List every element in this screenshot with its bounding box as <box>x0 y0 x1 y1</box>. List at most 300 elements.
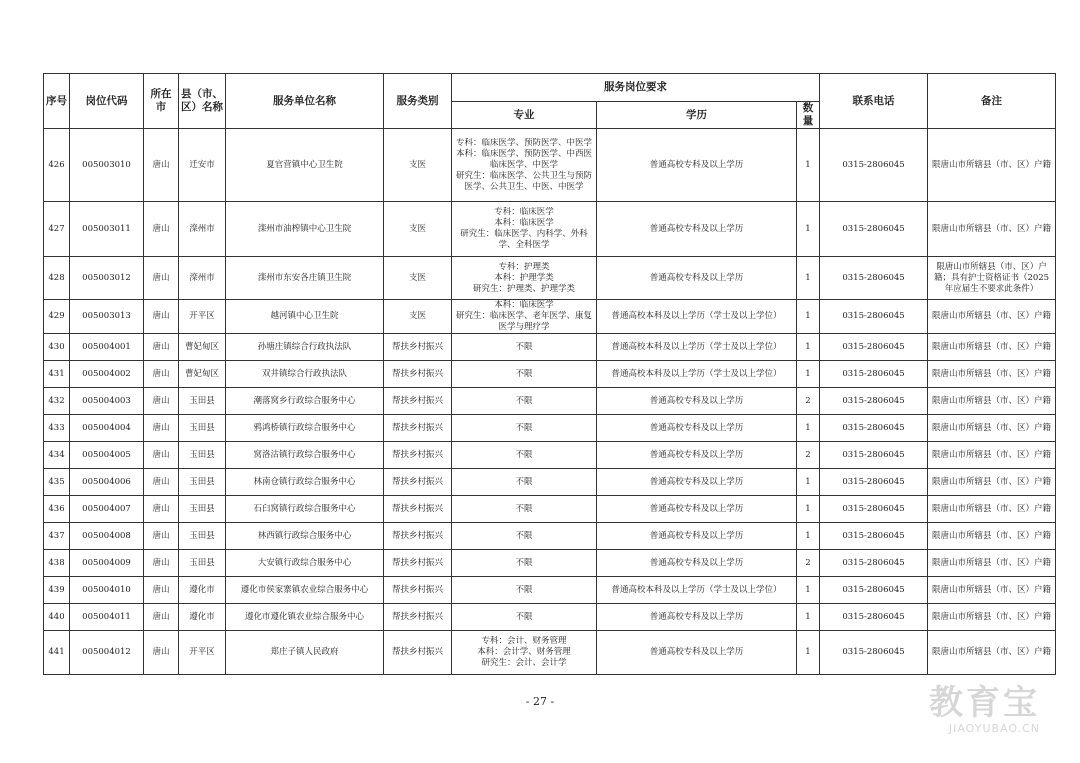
cell-code-text: 005004006 <box>82 476 131 487</box>
cell-seq-text: 431 <box>48 368 65 379</box>
cell-remark-text: 限唐山市所辖县（市、区）户籍 <box>932 503 1052 514</box>
cell-category-text: 帮扶乡村振兴 <box>391 611 443 622</box>
header-city: 所在市 <box>144 74 179 129</box>
cell-unit <box>226 442 384 469</box>
cell-phone-text: 0315-2806045 <box>842 368 905 379</box>
cell-remark-text: 限唐山市所辖县（市、区）户籍 <box>932 368 1052 379</box>
cell-city <box>144 442 179 469</box>
cell-major <box>452 442 597 469</box>
cell-city-text: 唐山 <box>152 557 170 568</box>
cell-remark <box>928 442 1056 469</box>
cell-seq-text: 438 <box>48 557 65 568</box>
cell-unit <box>226 496 384 523</box>
cell-seq-text: 430 <box>48 341 65 352</box>
cell-remark <box>928 415 1056 442</box>
cell-count <box>797 388 820 415</box>
cell-education <box>597 442 797 469</box>
cell-code <box>70 388 144 415</box>
cell-remark <box>928 496 1056 523</box>
watermark-logo <box>929 684 1040 735</box>
cell-major <box>452 361 597 388</box>
cell-city-text: 唐山 <box>152 647 170 657</box>
cell-code <box>70 415 144 442</box>
cell-unit <box>226 577 384 604</box>
cell-county <box>179 202 226 257</box>
cell-count-text: 1 <box>805 368 811 379</box>
table-row <box>44 129 1056 202</box>
cell-major-text: 不限 <box>515 503 533 514</box>
cell-education <box>597 129 797 202</box>
cell-city-text: 唐山 <box>152 272 170 283</box>
table-row <box>44 415 1056 442</box>
cell-category-text: 帮扶乡村振兴 <box>391 584 443 595</box>
cell-remark <box>928 469 1056 496</box>
cell-seq-text: 433 <box>48 422 65 433</box>
cell-code <box>70 257 144 300</box>
cell-city <box>144 577 179 604</box>
cell-major-text: 不限 <box>515 395 533 406</box>
cell-county-text: 玉田县 <box>189 557 215 568</box>
cell-county-text: 玉田县 <box>189 503 215 514</box>
cell-phone-text: 0315-2806045 <box>842 395 905 406</box>
cell-remark-text: 限唐山市所辖县（市、区）户籍 <box>932 395 1052 406</box>
cell-seq <box>44 361 70 388</box>
cell-county <box>179 523 226 550</box>
cell-category <box>384 415 452 442</box>
cell-unit-text: 潮落窝乡行政综合服务中心 <box>253 395 356 406</box>
cell-major-text: 不限 <box>515 341 533 352</box>
cell-seq <box>44 469 70 496</box>
cell-code-text: 005004011 <box>82 611 131 622</box>
header-remark: 备注 <box>928 74 1056 129</box>
cell-remark <box>928 361 1056 388</box>
cell-unit <box>226 415 384 442</box>
cell-major <box>452 496 597 523</box>
cell-city <box>144 202 179 257</box>
cell-county <box>179 361 226 388</box>
cell-category <box>384 631 452 675</box>
cell-unit-text: 鸦鸿桥镇行政综合服务中心 <box>253 422 356 433</box>
cell-phone <box>820 631 928 675</box>
cell-category <box>384 442 452 469</box>
cell-county-text: 滦州市 <box>189 223 215 234</box>
cell-phone-text: 0315-2806045 <box>842 557 905 568</box>
cell-major <box>452 631 597 675</box>
cell-education <box>597 415 797 442</box>
cell-county-text: 开平区 <box>189 647 215 657</box>
cell-code-text: 005004009 <box>82 557 131 568</box>
cell-unit-text: 遵化市侯家寨镇农业综合服务中心 <box>240 584 369 595</box>
cell-remark-text: 限唐山市所辖县（市、区）户籍 <box>932 341 1052 352</box>
cell-major <box>452 604 597 631</box>
cell-city-text: 唐山 <box>152 611 170 622</box>
cell-remark <box>928 550 1056 577</box>
cell-city <box>144 496 179 523</box>
cell-county-text: 开平区 <box>189 311 215 321</box>
cell-phone <box>820 469 928 496</box>
cell-code-text: 005004002 <box>82 368 131 379</box>
cell-category-text: 支医 <box>408 311 426 321</box>
cell-count <box>797 415 820 442</box>
cell-seq-text: 441 <box>48 647 65 657</box>
cell-phone-text: 0315-2806045 <box>842 449 905 460</box>
cell-major-text: 不限 <box>515 611 533 622</box>
cell-category-text: 帮扶乡村振兴 <box>391 476 443 487</box>
cell-phone <box>820 496 928 523</box>
cell-phone-text: 0315-2806045 <box>842 272 905 283</box>
cell-county-text: 曹妃甸区 <box>184 368 219 379</box>
cell-phone-text: 0315-2806045 <box>842 159 905 170</box>
cell-category-text: 帮扶乡村振兴 <box>391 503 443 514</box>
cell-major-text: 专科：临床医学、预防医学、中医学 本科：临床医学、预防医学、中西医临床医学、中医学 研究生：临床医学、公共卫生与预防医学、公共卫生、中医、中医学 <box>455 137 592 192</box>
cell-category <box>384 496 452 523</box>
cell-count <box>797 577 820 604</box>
cell-county <box>179 334 226 361</box>
cell-remark-text: 限唐山市所辖县（市、区）户籍 <box>932 611 1052 622</box>
cell-category <box>384 577 452 604</box>
cell-education <box>597 469 797 496</box>
cell-phone-text: 0315-2806045 <box>842 311 905 321</box>
cell-remark <box>928 202 1056 257</box>
cell-phone-text: 0315-2806045 <box>842 476 905 487</box>
cell-major <box>452 202 597 257</box>
cell-seq-text: 432 <box>48 395 65 406</box>
cell-remark <box>928 388 1056 415</box>
cell-count-text: 2 <box>805 395 811 406</box>
header-major: 专业 <box>452 102 597 129</box>
header-count: 数量 <box>797 102 820 129</box>
cell-phone <box>820 129 928 202</box>
cell-city <box>144 415 179 442</box>
cell-phone <box>820 523 928 550</box>
cell-county <box>179 257 226 300</box>
cell-remark-text: 限唐山市所辖县（市、区）户籍 <box>932 584 1052 595</box>
cell-code-text: 005003012 <box>82 272 131 283</box>
cell-code-text: 005004010 <box>82 584 131 595</box>
cell-remark-text: 限唐山市所辖县（市、区）户籍 <box>932 647 1052 657</box>
cell-city <box>144 388 179 415</box>
cell-count <box>797 334 820 361</box>
cell-unit-text: 滦州市油榨镇中心卫生院 <box>257 223 352 234</box>
cell-seq-text: 439 <box>48 584 65 595</box>
cell-code-text: 005004001 <box>82 341 131 352</box>
cell-remark <box>928 300 1056 334</box>
cell-seq <box>44 604 70 631</box>
cell-unit <box>226 202 384 257</box>
cell-education <box>597 300 797 334</box>
watermark-logo-text: 教育宝 <box>929 683 1040 723</box>
cell-count <box>797 257 820 300</box>
cell-education-text: 普通高校专科及以上学历 <box>649 530 744 541</box>
cell-remark <box>928 129 1056 202</box>
cell-unit <box>226 334 384 361</box>
header-education: 学历 <box>597 102 797 129</box>
cell-count <box>797 523 820 550</box>
cell-education-text: 普通高校专科及以上学历 <box>649 611 744 622</box>
cell-code-text: 005003010 <box>82 159 131 170</box>
cell-count <box>797 550 820 577</box>
cell-seq-text: 435 <box>48 476 65 487</box>
cell-education <box>597 577 797 604</box>
cell-count-text: 1 <box>805 476 811 487</box>
cell-seq-text: 440 <box>48 611 65 622</box>
cell-seq <box>44 300 70 334</box>
cell-category <box>384 469 452 496</box>
cell-county <box>179 415 226 442</box>
cell-county <box>179 300 226 334</box>
cell-unit <box>226 523 384 550</box>
cell-city-text: 唐山 <box>152 476 170 487</box>
cell-major <box>452 300 597 334</box>
cell-unit-text: 孙塘庄镇综合行政执法队 <box>257 341 352 352</box>
cell-count-text: 1 <box>805 530 811 541</box>
cell-phone-text: 0315-2806045 <box>842 611 905 622</box>
cell-major <box>452 523 597 550</box>
cell-major-text: 不限 <box>515 557 533 568</box>
cell-seq-text: 426 <box>48 159 65 170</box>
cell-code-text: 005003011 <box>82 223 131 234</box>
cell-category-text: 支医 <box>408 159 426 170</box>
cell-education <box>597 496 797 523</box>
cell-category <box>384 550 452 577</box>
cell-code-text: 005004012 <box>82 647 131 657</box>
cell-major-text: 不限 <box>515 584 533 595</box>
cell-category-text: 帮扶乡村振兴 <box>391 341 443 352</box>
cell-unit <box>226 550 384 577</box>
cell-county <box>179 129 226 202</box>
cell-major <box>452 415 597 442</box>
cell-city <box>144 469 179 496</box>
cell-count-text: 1 <box>805 503 811 514</box>
table-row <box>44 469 1056 496</box>
cell-count-text: 1 <box>805 159 811 170</box>
cell-county-text: 曹妃甸区 <box>184 341 219 352</box>
cell-remark-text: 限唐山市所辖县（市、区）户籍 <box>932 159 1052 170</box>
cell-city-text: 唐山 <box>152 223 170 234</box>
cell-remark-text: 限唐山市所辖县（市、区）户籍 <box>932 449 1052 460</box>
cell-education-text: 普通高校专科及以上学历 <box>649 223 744 234</box>
cell-remark-text: 限唐山市所辖县（市、区）户籍 <box>932 557 1052 568</box>
cell-phone <box>820 300 928 334</box>
cell-education <box>597 523 797 550</box>
table-row <box>44 202 1056 257</box>
cell-phone-text: 0315-2806045 <box>842 530 905 541</box>
cell-phone <box>820 361 928 388</box>
cell-phone-text: 0315-2806045 <box>842 422 905 433</box>
cell-major <box>452 257 597 300</box>
cell-county-text: 迁安市 <box>189 159 215 170</box>
table-row <box>44 550 1056 577</box>
table-row <box>44 496 1056 523</box>
header-requirements: 服务岗位要求 <box>452 74 820 102</box>
cell-seq <box>44 415 70 442</box>
cell-major-text: 不限 <box>515 530 533 541</box>
cell-unit-text: 林西镇行政综合服务中心 <box>257 530 352 541</box>
cell-major <box>452 469 597 496</box>
cell-phone <box>820 415 928 442</box>
cell-unit <box>226 257 384 300</box>
cell-category-text: 帮扶乡村振兴 <box>391 422 443 433</box>
page-number: - 27 - <box>525 695 555 708</box>
cell-phone <box>820 334 928 361</box>
cell-phone <box>820 550 928 577</box>
table-row <box>44 523 1056 550</box>
cell-city-text: 唐山 <box>152 311 170 321</box>
cell-city-text: 唐山 <box>152 159 170 170</box>
cell-major-text: 专科：会计、财务管理 本科：会计学、财务管理 研究生：会计、会计学 <box>477 636 571 668</box>
cell-count-text: 2 <box>805 557 811 568</box>
cell-education-text: 普通高校专科及以上学历 <box>649 395 744 406</box>
cell-county-text: 玉田县 <box>189 449 215 460</box>
cell-code-text: 005004004 <box>82 422 131 433</box>
cell-major-text: 本科：临床医学 研究生：临床医学、老年医学、康复医学与理疗学 <box>455 300 592 332</box>
cell-code-text: 005004007 <box>82 503 131 514</box>
cell-count-text: 1 <box>805 422 811 433</box>
cell-city-text: 唐山 <box>152 503 170 514</box>
cell-education <box>597 550 797 577</box>
cell-county <box>179 577 226 604</box>
table-row <box>44 300 1056 334</box>
cell-education-text: 普通高校本科及以上学历（学士及以上学位） <box>611 311 782 321</box>
cell-remark-text: 限唐山市所辖县（市、区）户籍 <box>932 476 1052 487</box>
header-phone: 联系电话 <box>820 74 928 129</box>
cell-seq <box>44 550 70 577</box>
table-row <box>44 334 1056 361</box>
cell-category-text: 支医 <box>408 272 426 283</box>
cell-code <box>70 604 144 631</box>
header-code: 岗位代码 <box>70 74 144 129</box>
cell-city <box>144 523 179 550</box>
cell-code <box>70 202 144 257</box>
cell-unit <box>226 300 384 334</box>
cell-major <box>452 550 597 577</box>
cell-remark-text: 限唐山市所辖县（市、区）户籍 <box>932 223 1052 234</box>
cell-seq-text: 434 <box>48 449 65 460</box>
cell-count <box>797 496 820 523</box>
cell-county <box>179 469 226 496</box>
cell-phone-text: 0315-2806045 <box>842 341 905 352</box>
cell-unit <box>226 129 384 202</box>
cell-city <box>144 361 179 388</box>
cell-unit <box>226 631 384 675</box>
cell-count <box>797 442 820 469</box>
cell-phone <box>820 442 928 469</box>
cell-code <box>70 577 144 604</box>
cell-remark-text: 限唐山市所辖县（市、区）户籍 <box>932 422 1052 433</box>
cell-remark <box>928 631 1056 675</box>
cell-major <box>452 334 597 361</box>
cell-code <box>70 129 144 202</box>
table-row <box>44 604 1056 631</box>
cell-city-text: 唐山 <box>152 341 170 352</box>
cell-major <box>452 388 597 415</box>
cell-code <box>70 631 144 675</box>
cell-county-text: 滦州市 <box>189 272 215 283</box>
cell-category <box>384 300 452 334</box>
cell-county-text: 玉田县 <box>189 476 215 487</box>
watermark-domain: JIAOYUBAO.CN <box>948 722 1040 735</box>
cell-unit <box>226 604 384 631</box>
cell-remark-text: 限唐山市所辖县（市、区）户籍 <box>932 311 1052 321</box>
cell-count <box>797 361 820 388</box>
table-row <box>44 257 1056 300</box>
cell-city <box>144 631 179 675</box>
cell-county-text: 遵化市 <box>189 611 215 622</box>
cell-seq <box>44 577 70 604</box>
table-row <box>44 631 1056 675</box>
cell-category-text: 帮扶乡村振兴 <box>391 368 443 379</box>
cell-education <box>597 604 797 631</box>
cell-seq <box>44 496 70 523</box>
cell-city <box>144 129 179 202</box>
cell-count-text: 1 <box>805 311 811 321</box>
cell-major <box>452 129 597 202</box>
cell-seq <box>44 388 70 415</box>
cell-category-text: 支医 <box>408 223 426 234</box>
cell-county-text: 玉田县 <box>189 530 215 541</box>
cell-category <box>384 257 452 300</box>
cell-seq <box>44 442 70 469</box>
cell-code <box>70 442 144 469</box>
cell-category-text: 帮扶乡村振兴 <box>391 557 443 568</box>
header-seq: 序号 <box>44 74 70 129</box>
cell-county-text: 遵化市 <box>189 584 215 595</box>
cell-city <box>144 550 179 577</box>
cell-count-text: 1 <box>805 647 811 657</box>
cell-category <box>384 388 452 415</box>
header-category: 服务类别 <box>384 74 452 129</box>
cell-code <box>70 550 144 577</box>
cell-seq <box>44 202 70 257</box>
cell-count <box>797 300 820 334</box>
cell-education <box>597 202 797 257</box>
cell-unit-text: 双井镇综合行政执法队 <box>261 368 347 379</box>
cell-phone <box>820 257 928 300</box>
cell-code <box>70 334 144 361</box>
job-table <box>43 73 1056 675</box>
cell-unit-text: 大安镇行政综合服务中心 <box>257 557 352 568</box>
cell-count <box>797 129 820 202</box>
cell-count <box>797 469 820 496</box>
cell-phone <box>820 604 928 631</box>
cell-category-text: 帮扶乡村振兴 <box>391 449 443 460</box>
cell-major <box>452 577 597 604</box>
cell-count-text: 2 <box>805 449 811 460</box>
cell-county <box>179 604 226 631</box>
cell-count <box>797 604 820 631</box>
cell-count-text: 1 <box>805 341 811 352</box>
cell-remark <box>928 577 1056 604</box>
cell-seq <box>44 631 70 675</box>
cell-category <box>384 334 452 361</box>
cell-count-text: 1 <box>805 272 811 283</box>
cell-count-text: 1 <box>805 584 811 595</box>
table-row <box>44 442 1056 469</box>
cell-unit-text: 石臼窝镇行政综合服务中心 <box>253 503 356 514</box>
cell-code-text: 005004005 <box>82 449 131 460</box>
cell-remark-text: 限唐山市所辖县（市、区）户籍 <box>932 530 1052 541</box>
cell-education-text: 普通高校专科及以上学历 <box>649 476 744 487</box>
cell-seq-text: 428 <box>48 272 65 283</box>
cell-unit-text: 夏官营镇中心卫生院 <box>266 159 343 170</box>
cell-city-text: 唐山 <box>152 395 170 406</box>
table-row <box>44 361 1056 388</box>
cell-county-text: 玉田县 <box>189 395 215 406</box>
cell-phone <box>820 577 928 604</box>
cell-code-text: 005003013 <box>82 311 131 321</box>
cell-city-text: 唐山 <box>152 530 170 541</box>
cell-count <box>797 631 820 675</box>
